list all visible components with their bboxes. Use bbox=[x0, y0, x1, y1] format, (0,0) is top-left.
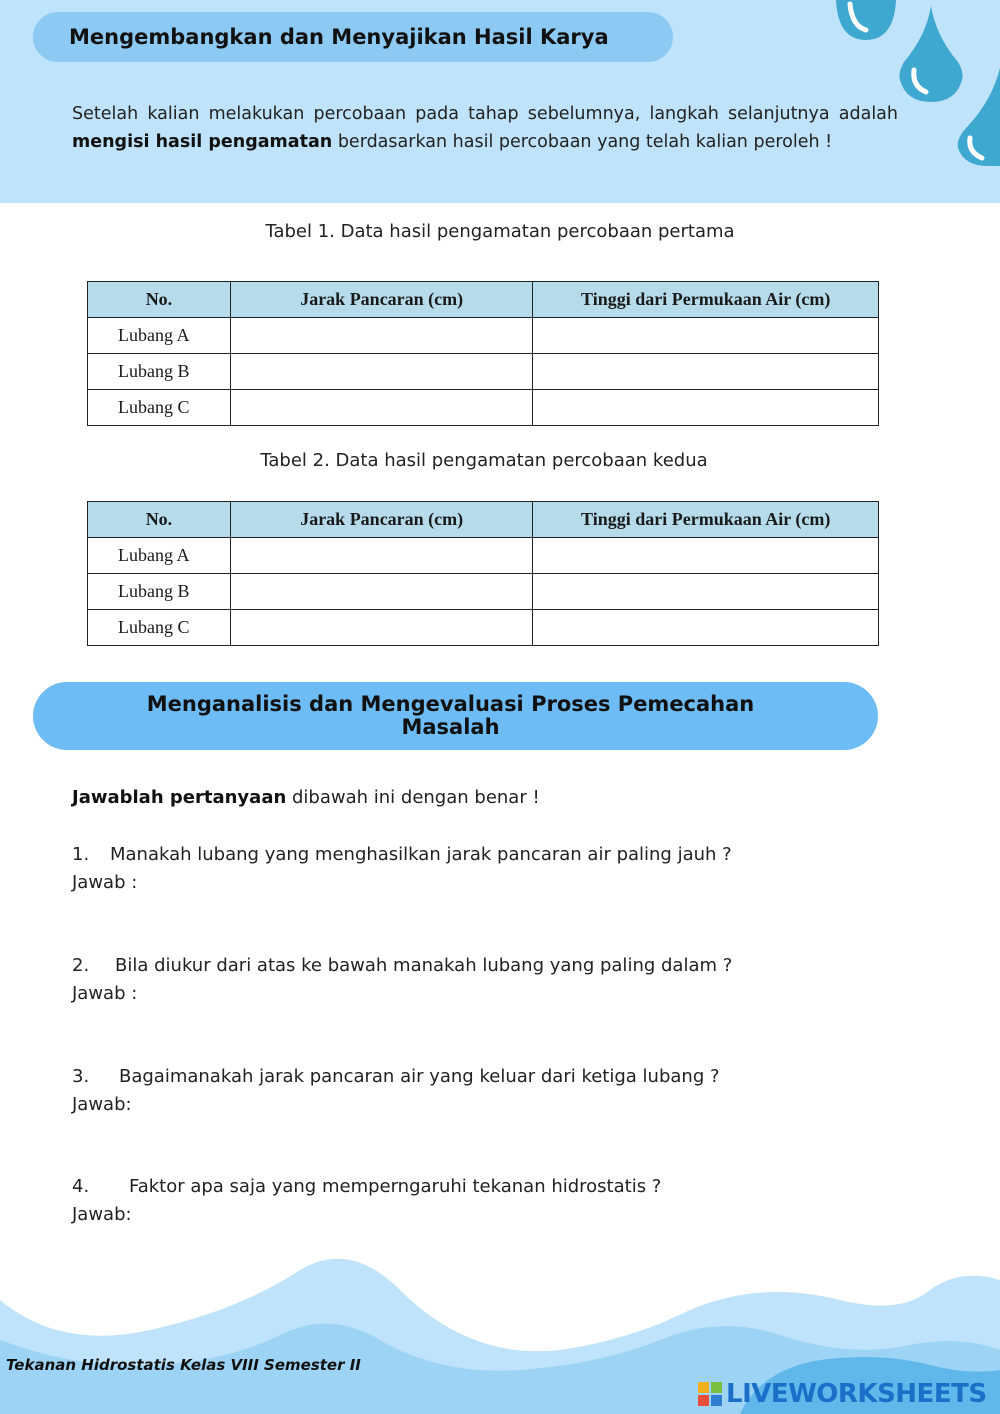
question-number: 1. bbox=[72, 844, 90, 865]
input-cell[interactable] bbox=[230, 390, 533, 426]
row-label: Lubang B bbox=[88, 354, 231, 390]
question-number: 2. bbox=[72, 955, 90, 976]
question-item bbox=[72, 841, 732, 897]
table-2-caption: Tabel 2. Data hasil pengamatan percobaan kedua bbox=[260, 450, 708, 471]
input-cell[interactable] bbox=[533, 538, 879, 574]
input-cell[interactable] bbox=[533, 574, 879, 610]
table-1-caption: Tabel 1. Data hasil pengamatan percobaan pertama bbox=[265, 221, 735, 242]
page-title bbox=[33, 12, 673, 62]
answer-label[interactable]: Jawab: bbox=[72, 1204, 132, 1225]
section-heading bbox=[33, 682, 878, 750]
answer-label[interactable]: Jawab : bbox=[72, 983, 138, 1004]
header-cell: No. bbox=[88, 282, 231, 318]
observation-table-1 bbox=[87, 281, 879, 426]
observation-table-2 bbox=[87, 501, 879, 646]
header-cell: Tinggi dari Permukaan Air (cm) bbox=[533, 502, 879, 538]
row-label: Lubang A bbox=[88, 538, 231, 574]
header-cell: Jarak Pancaran (cm) bbox=[230, 282, 533, 318]
answer-label[interactable]: Jawab : bbox=[72, 872, 138, 893]
instruction-bold: Jawablah pertanyaan bbox=[72, 787, 287, 808]
section-heading-line2: Masalah bbox=[401, 715, 500, 739]
question-text: Bila diukur dari atas ke bawah manakah lubang yang paling dalam ? bbox=[115, 955, 733, 976]
input-cell[interactable] bbox=[533, 354, 879, 390]
table-row bbox=[88, 574, 879, 610]
row-label: Lubang B bbox=[88, 574, 231, 610]
header-cell: Jarak Pancaran (cm) bbox=[230, 502, 533, 538]
water-drop-icon bbox=[832, 0, 902, 42]
question-text: Manakah lubang yang menghasilkan jarak pancaran air paling jauh ? bbox=[110, 844, 732, 865]
header-cell: Tinggi dari Permukaan Air (cm) bbox=[533, 282, 879, 318]
table-header-row bbox=[88, 502, 879, 538]
input-cell[interactable] bbox=[230, 318, 533, 354]
table-row bbox=[88, 610, 879, 646]
question-text: Bagaimanakah jarak pancaran air yang keluar dari ketiga lubang ? bbox=[119, 1066, 720, 1087]
brand-logo-icon bbox=[698, 1382, 722, 1406]
answer-label[interactable]: Jawab: bbox=[72, 1094, 132, 1115]
question-item bbox=[72, 1063, 720, 1119]
section-heading-line1: Menganalisis dan Mengevaluasi Proses Pemecahan bbox=[146, 692, 755, 716]
table-row bbox=[88, 354, 879, 390]
input-cell[interactable] bbox=[230, 610, 533, 646]
input-cell[interactable] bbox=[230, 354, 533, 390]
row-label: Lubang C bbox=[88, 610, 231, 646]
input-cell[interactable] bbox=[533, 390, 879, 426]
instruction: Jawablah pertanyaan dibawah ini dengan benar ! bbox=[72, 787, 540, 808]
question-item bbox=[72, 952, 732, 1008]
input-cell[interactable] bbox=[230, 574, 533, 610]
intro-paragraph: Setelah kalian melakukan percobaan pada tahap sebelumnya, langkah selanjutnya adalah mengisi hasil pengamatan berdasarkan hasil percobaan yang telah kalian peroleh ! bbox=[72, 104, 898, 152]
intro-bold: mengisi hasil pengamatan bbox=[72, 131, 333, 152]
input-cell[interactable] bbox=[230, 538, 533, 574]
table-header-row bbox=[88, 282, 879, 318]
table-row bbox=[88, 538, 879, 574]
brand-logo[interactable] bbox=[698, 1378, 987, 1410]
footer-course-label: Tekanan Hidrostatis Kelas VIII Semester II bbox=[6, 1356, 361, 1374]
table-row bbox=[88, 318, 879, 354]
input-cell[interactable] bbox=[533, 318, 879, 354]
question-number: 4. bbox=[72, 1176, 90, 1197]
row-label: Lubang A bbox=[88, 318, 231, 354]
table-row bbox=[88, 390, 879, 426]
row-label: Lubang C bbox=[88, 390, 231, 426]
input-cell[interactable] bbox=[533, 610, 879, 646]
question-text: Faktor apa saja yang memperngaruhi tekanan hidrostatis ? bbox=[129, 1176, 662, 1197]
question-item bbox=[72, 1173, 661, 1229]
brand-name: LIVEWORKSHEETS bbox=[726, 1379, 987, 1409]
question-number: 3. bbox=[72, 1066, 90, 1087]
water-drop-icon bbox=[952, 68, 1000, 166]
header-cell: No. bbox=[88, 502, 231, 538]
page-title-text: Mengembangkan dan Menyajikan Hasil Karya bbox=[69, 25, 609, 49]
